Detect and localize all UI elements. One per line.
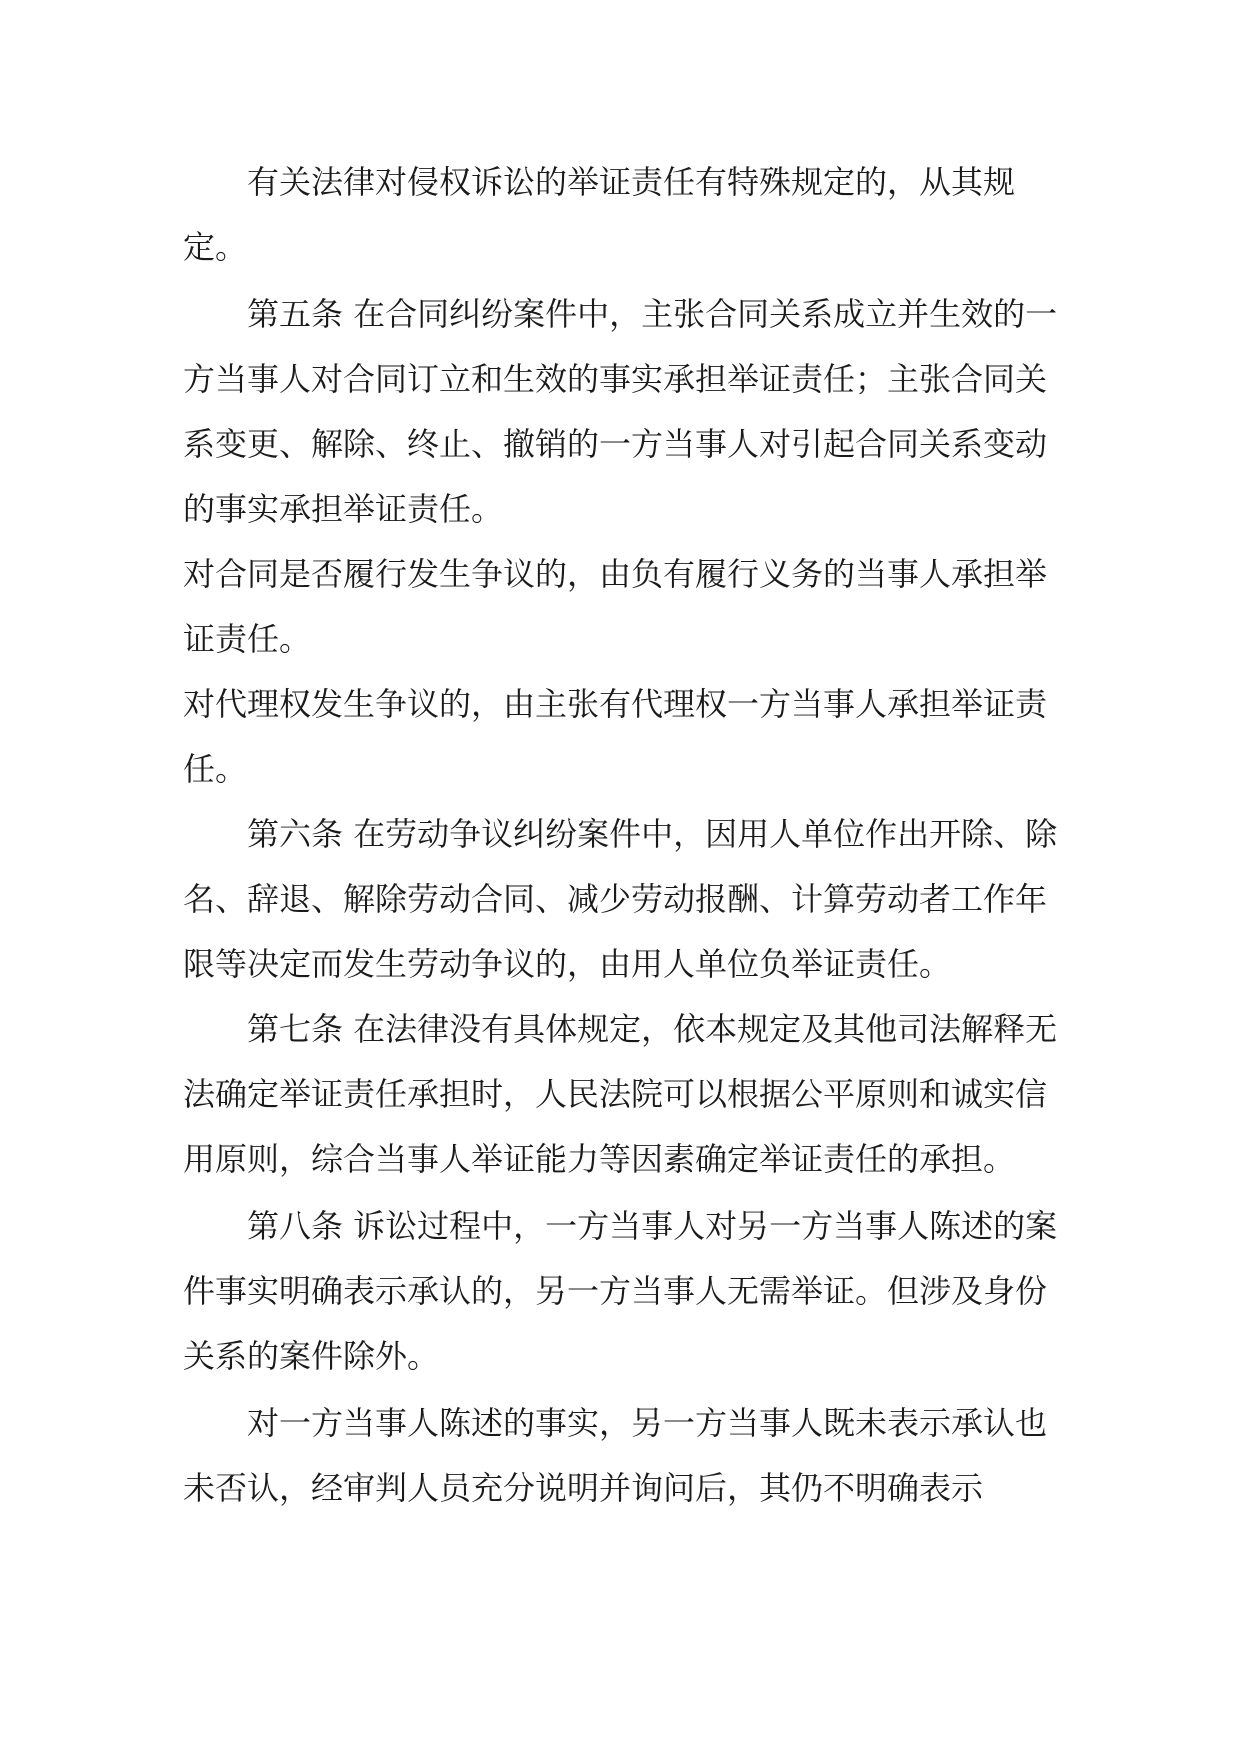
paragraph-agency-dispute: 对代理权发生争议的，由主张有代理权一方当事人承担举证责任。 (183, 685, 1048, 788)
paragraph-contract-performance: 对合同是否履行发生争议的，由负有履行义务的当事人承担举证责任。 (183, 555, 1048, 658)
paragraph-silent-party: 对一方当事人陈述的事实，另一方当事人既未表示承认也未否认，经审判人员充分说明并询问后，其仍不明确表示 (183, 1404, 1048, 1507)
paragraph-article-7: 第七条 在法律没有具体规定，依本规定及其他司法解释无法确定举证责任承担时，人民法院可以根据公平原则和诚实信用原则，综合当事人举证能力等因素确定举证责任的承担。 (183, 1010, 1058, 1178)
document-body (183, 150, 1073, 1521)
paragraph-article-5: 第五条 在合同纠纷案件中，主张合同关系成立并生效的一方当事人对合同订立和生效的事实承担举证责任；主张合同关系变更、解除、终止、撤销的一方当事人对引起合同关系变动的事实承担举证责任。 (183, 295, 1058, 528)
paragraph-tort-burden: 有关法律对侵权诉讼的举证责任有特殊规定的，从其规定。 (183, 163, 1016, 266)
paragraph-article-8: 第八条 诉讼过程中，一方当事人对另一方当事人陈述的案件事实明确表示承认的，另一方当事人无需举证。但涉及身份关系的案件除外。 (183, 1207, 1058, 1375)
paragraph-article-6: 第六条 在劳动争议纠纷案件中，因用人单位作出开除、除名、辞退、解除劳动合同、减少劳动报酬、计算劳动者工作年限等决定而发生劳动争议的，由用人单位负举证责任。 (183, 815, 1058, 983)
